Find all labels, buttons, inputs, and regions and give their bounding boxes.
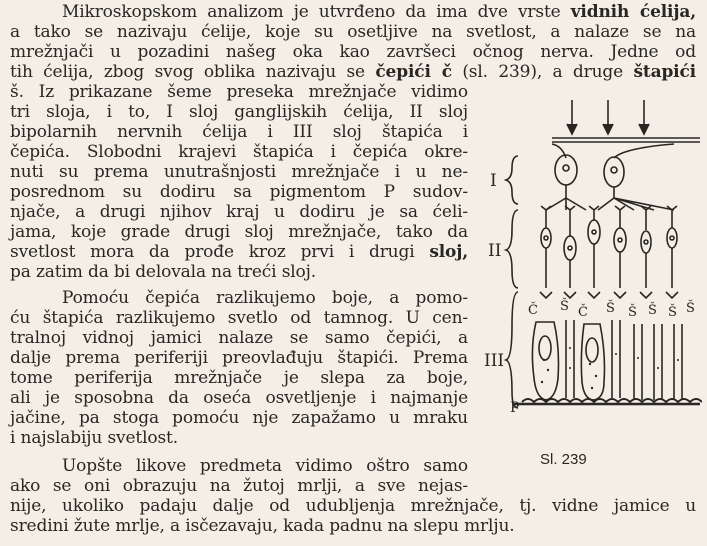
text-line: čepića. Slobodni krajevi štapića i čepića okre-: [10, 142, 468, 162]
bold-term: sloj,: [429, 242, 468, 262]
cell-label: Š: [560, 299, 569, 314]
pigment-label: P: [510, 400, 520, 416]
text-line: i najslabiju svetlost.: [10, 428, 178, 448]
cell-label: Č: [578, 305, 588, 320]
layer-label-i: I: [490, 171, 497, 191]
text-line: tome periferija mrežnjače je slepa za boje,: [10, 368, 468, 388]
figure-caption: Sl. 239: [540, 451, 587, 468]
bold-term: čepići č: [375, 62, 452, 82]
text-line: tih ćelija, zbog svog oblika nazivaju se čepići č (sl. 239), a druge štapići: [10, 62, 696, 82]
ganglion-cells: [546, 144, 674, 210]
text-line: jačine, pa stoga pomoću nje zapažamo u mraku: [10, 408, 468, 428]
cell-label: Č: [528, 303, 538, 318]
text-line: pa zatim da bi delovala na treći sloj.: [10, 262, 317, 282]
cell-label: Š: [668, 305, 677, 320]
text-line: nije, ukoliko padaju dalje od udubljenja mrežnjače, tj. vidne jamice u: [10, 496, 696, 516]
text-line: mrežnjači u pozadini našeg oka kao završeci očnog nerva. Jedne od: [10, 42, 696, 62]
text-line: dalje prema periferiji preovlađuju štapići. Prema: [10, 348, 468, 368]
text-line: ako se oni obrazuju na žutoj mrlji, a sve nejas-: [10, 476, 468, 496]
text-line: bipolarnih nervnih ćelija i III sloj štapića i: [10, 122, 468, 142]
text-line: svetlost mora da prođe kroz prvi i drugi sloj,: [10, 242, 468, 262]
text-line: posrednom su dodiru sa pigmentom P sudov-: [10, 182, 468, 202]
cell-label: Š: [606, 301, 615, 316]
text-line: Pomoću čepića razlikujemo boje, a pomo-: [62, 288, 468, 308]
cell-label: Š: [648, 303, 657, 318]
bold-term: štapići: [633, 62, 696, 82]
pigment-dots: [541, 347, 679, 389]
text-line: tri sloja, i to, I sloj ganglijskih ćelija, II sloj: [10, 102, 468, 122]
layer-label-iii: III: [484, 351, 505, 371]
cell-label: Š: [628, 305, 637, 320]
bold-term: vidnih ćelija,: [570, 2, 696, 22]
text-line: njače, a drugi njihov kraj u dodiru je sa ćeli-: [10, 202, 468, 222]
cell-label: Š: [686, 301, 695, 316]
text-line: nuti su prema unutrašnjosti mrežnjače i u ne-: [10, 162, 468, 182]
text-line: jama, koje grade drugi sloj mrežnjače, tako da: [10, 222, 468, 242]
text-line: Mikroskopskom analizom je utvrđeno da ima dve vrste vidnih ćelija,: [62, 2, 696, 22]
text-line: a tako se nazivaju ćelije, koje su osetljive na svetlost, a nalaze se na: [10, 22, 696, 42]
text-line: tralnoj vidnoj jamici nalaze se samo čepići, a: [10, 328, 468, 348]
text-line: š. Iz prikazane šeme preseka mrežnjače vidimo: [10, 82, 468, 102]
layer-label-ii: II: [488, 241, 502, 261]
text-line: sredini žute mrlje, a isčezavaju, kada padnu na slepu mrlju.: [10, 516, 515, 536]
retina-diagram: [474, 98, 702, 416]
text-line: ali je sposobna da oseća osvetljenje i najmanje: [10, 388, 468, 408]
light-arrows: [567, 100, 649, 134]
bipolar-cells: [541, 206, 677, 288]
text-line: ću štapića razlikujemo svetlo od tamnog. U cen-: [10, 308, 468, 328]
text-line: Uopšte likove predmeta vidimo oštro samo: [62, 456, 468, 476]
